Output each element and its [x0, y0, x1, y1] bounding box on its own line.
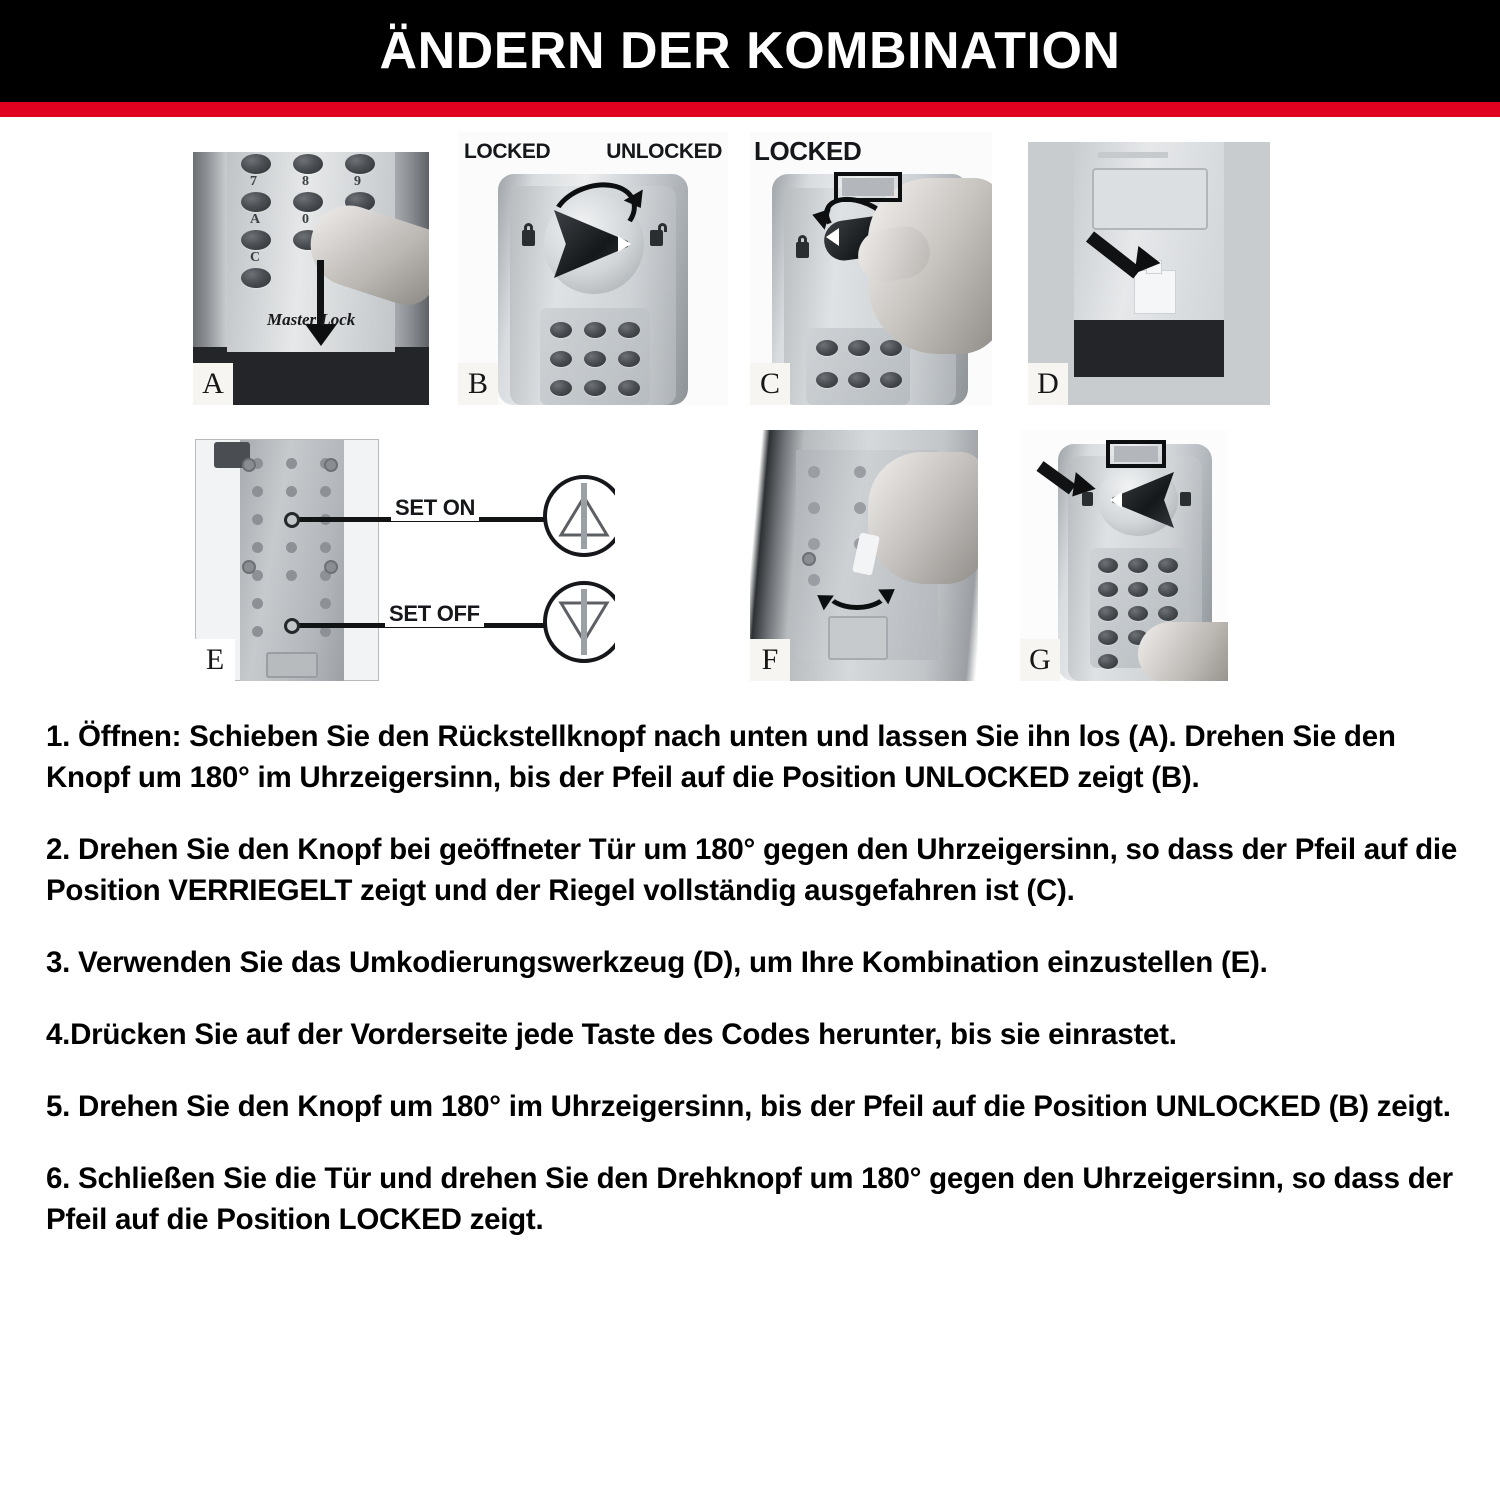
- instruction-step-5: 5. Drehen Sie den Knopf um 180° im Uhrzeigersinn, bis der Pfeil auf die Position UNLOCKED (B) zeigt.: [46, 1090, 1451, 1123]
- hand-illustration-g: [1138, 622, 1228, 681]
- caption-locked-b: LOCKED: [464, 140, 551, 163]
- key-label-9: 9: [354, 174, 361, 189]
- callout-label-set-off: SET OFF: [385, 601, 484, 627]
- figure-panel-d: [1028, 142, 1270, 405]
- triangle-down-icon-shape: [551, 589, 615, 655]
- key-label-7: 7: [250, 174, 257, 189]
- header-bar: [0, 0, 1500, 102]
- figure-grid: [0, 117, 1500, 707]
- figure-letter-a: A: [193, 363, 233, 405]
- figure-letter-d: D: [1028, 363, 1068, 405]
- figure-panel-f: [750, 430, 978, 681]
- page-title: ÄNDERN DER KOMBINATION: [379, 22, 1121, 80]
- instruction-step-4: 4.Drücken Sie auf der Vorderseite jede Taste des Codes herunter, bis sie einrastet.: [46, 1018, 1177, 1051]
- caption-unlocked-b: UNLOCKED: [606, 140, 722, 163]
- bolt-highlight-box-g: [1106, 440, 1166, 468]
- padlock-closed-icon-g: [1082, 492, 1093, 506]
- padlock-open-icon-b: [650, 230, 663, 246]
- bolt-highlight-box-c: [834, 172, 902, 202]
- figure-letter-c: C: [750, 363, 790, 405]
- caption-locked-c: LOCKED: [754, 136, 862, 166]
- hand-illustration-f: [868, 452, 978, 584]
- key-label-a: A: [250, 212, 261, 227]
- set-on-pin-e: [284, 512, 300, 528]
- key-label-8: 8: [302, 174, 309, 189]
- callout-label-set-on: SET ON: [391, 495, 479, 521]
- figure-panel-b: [458, 132, 728, 405]
- figure-letter-e: E: [195, 639, 235, 681]
- figure-panel-a: [193, 152, 429, 405]
- figure-letter-g: G: [1020, 639, 1060, 681]
- padlock-closed-shackle-c: [798, 235, 807, 244]
- instruction-step-2: 2. Drehen Sie den Knopf bei geöffneter Tür um 180° gegen den Uhrzeigersinn, so dass der Pfeil auf die Position VERRIEGELT zeigt und der Riegel vollständig ausgefahren ist (C).: [46, 833, 1458, 907]
- padlock-open-icon-g: [1180, 492, 1191, 506]
- padlock-closed-icon-c: [796, 242, 809, 258]
- dial-pointer-g: [1110, 492, 1122, 508]
- instruction-step-1: 1. Öffnen: Schieben Sie den Rückstellknopf nach unten und lassen Sie ihn los (A). Drehen Sie den Knopf um 180° im Uhrzeigersinn, bis der Pfeil auf die Position UNLOCKED zeigt (B).: [46, 720, 1396, 794]
- dial-pointer-b: [618, 236, 631, 252]
- brand-text-a: Master Lock: [267, 310, 356, 329]
- padlock-closed-shackle-b: [524, 223, 533, 232]
- figure-panel-e: [195, 439, 615, 681]
- padlock-closed-icon-b: [522, 230, 535, 246]
- header-accent-rule: [0, 102, 1500, 117]
- key-label-c: C: [250, 250, 261, 265]
- padlock-open-shackle-b: [658, 223, 667, 232]
- instruction-step-6: 6. Schließen Sie die Tür und drehen Sie den Drehknopf um 180° gegen den Uhrzeigersinn, so dass der Pfeil auf die Position LOCKED zeigt.: [46, 1162, 1453, 1236]
- instruction-step-3: 3. Verwenden Sie das Umkodierungswerkzeug (D), um Ihre Kombination einzustellen (E).: [46, 946, 1268, 979]
- figure-panel-g: [1020, 430, 1228, 681]
- key-label-0: 0: [302, 212, 309, 227]
- instruction-list: [46, 716, 1466, 1240]
- set-off-pin-e: [284, 618, 300, 634]
- figure-letter-f: F: [750, 639, 790, 681]
- figure-panel-c: [750, 132, 992, 405]
- figure-letter-b: B: [458, 363, 498, 405]
- triangle-up-icon-shape: [551, 483, 615, 549]
